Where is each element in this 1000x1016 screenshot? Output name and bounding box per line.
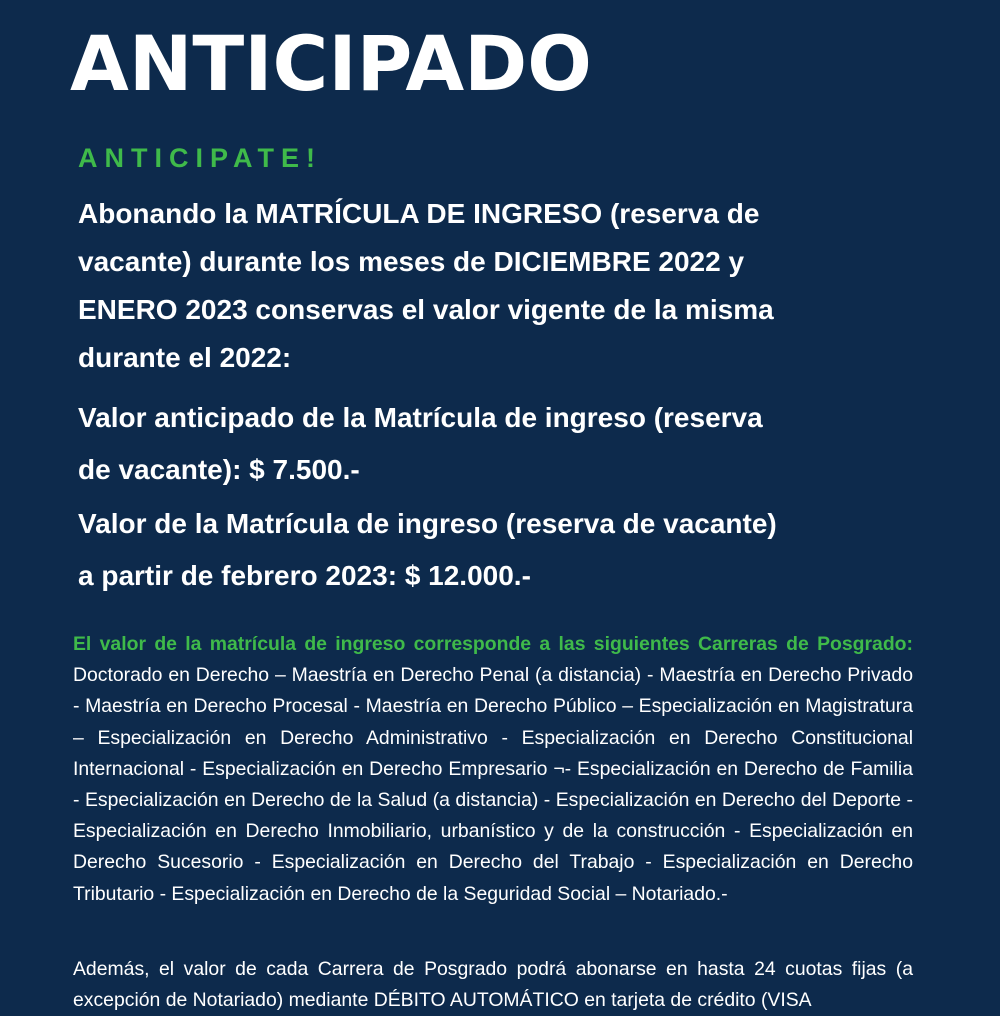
anticipated-price-amount: $ 7.500.- bbox=[249, 454, 360, 485]
promo-kicker: ANTICIPATE! bbox=[78, 143, 322, 173]
promo-intro bbox=[78, 190, 918, 382]
programs-paragraph bbox=[73, 629, 913, 910]
intro-line: vacante) durante los meses de DICIEMBRE 2022 y bbox=[78, 246, 745, 277]
intro-line: Abonando la MATRÍCULA DE INGRESO (reserva de bbox=[78, 198, 760, 229]
intro-line: durante el 2022: bbox=[78, 342, 292, 373]
regular-price bbox=[78, 498, 938, 602]
regular-price-amount: $ 12.000.- bbox=[404, 560, 531, 591]
programs-lead: El valor de la matrícula de ingreso corresponde a las siguientes Carreras de Posgrado: bbox=[73, 633, 913, 655]
regular-price-label: Valor de la Matrícula de ingreso (reserva de vacante) bbox=[78, 508, 777, 539]
intro-line: ENERO 2023 conservas el valor vigente de la misma bbox=[78, 294, 774, 325]
installments-paragraph: Además, el valor de cada Carrera de Posgrado podrá abonarse en hasta 24 cuotas fijas (a excepción de Notariado) mediante DÉBITO AUTOMÁTICO en tarjeta de crédito (VISA bbox=[73, 958, 913, 1012]
anticipated-price bbox=[78, 392, 938, 496]
programs-list: Doctorado en Derecho – Maestría en Derecho Penal (a distancia) - Maestría en Derecho Privado - Maestría en Derecho Procesal - Maestría en Derecho Público – Especialización en Magistratura – Especialización en Derecho Administrativo - Especialización en Derecho Constitucional Internacional - Especialización en Derecho Empresario ¬- Especialización en Derecho de Familia - Especialización en Derecho de la Salud (a distancia) - Especialización en Derecho del Deporte - Especialización en Derecho Inmobiliario, urbanístico y de la construcción - Especialización en Derecho Sucesorio - Especialización en Derecho del Trabajo - Especialización en Derecho Tributario - Especialización en Derecho de la Seguridad Social – Notariado.- bbox=[73, 664, 913, 905]
regular-price-line2 bbox=[78, 550, 938, 602]
page-title: ANTICIPADO bbox=[70, 19, 592, 108]
anticipated-price-label: Valor anticipado de la Matrícula de ingreso (reserva bbox=[78, 402, 763, 433]
anticipated-price-line2 bbox=[78, 444, 938, 496]
regular-price-label-end: a partir de febrero 2023: bbox=[78, 560, 405, 591]
anticipated-price-label-end: de vacante): bbox=[78, 454, 250, 485]
